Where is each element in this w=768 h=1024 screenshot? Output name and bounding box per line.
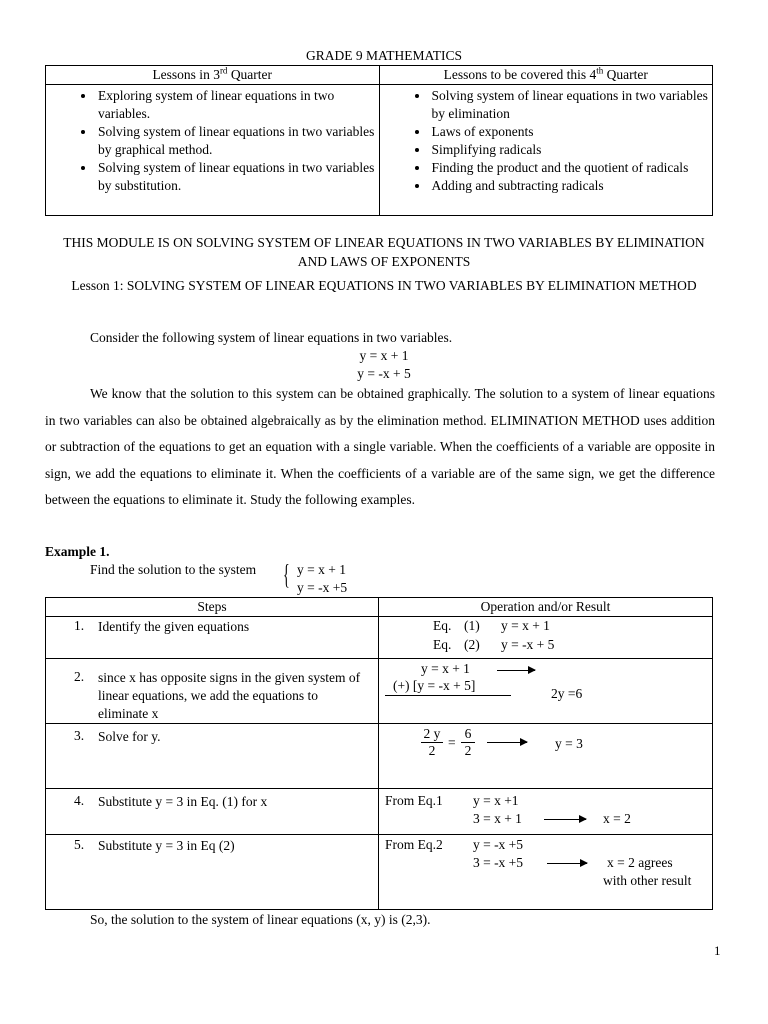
sum-line (385, 695, 511, 696)
step-result: y = 3 (554, 736, 583, 751)
step-number: 4. (74, 793, 85, 808)
module-title: THIS MODULE IS ON SOLVING SYSTEM OF LINEAR EQUATIONS IN TWO VARIABLES BY ELIMINATION AND LAWS OF EXPONENTS (63, 235, 705, 269)
step-text: Solve for y. (98, 729, 161, 744)
step-result: x = 2 (602, 811, 631, 826)
step-number: 1. (74, 618, 85, 633)
step-text: Substitute y = 3 in Eq. (1) for x (98, 794, 268, 809)
conclusion-text: So, the solution to the system of linear equations (x, y) is (2,3). (90, 912, 431, 927)
example-prompt: Find the solution to the system (90, 562, 257, 577)
fourth-quarter-lessons (379, 85, 713, 216)
explanation-paragraph: We know that the solution to this system can be obtained graphically. The solution to a system of linear equations in two variables can also be obtained algebraically as by the elimination method. ELIMINATION METHOD uses addition or subtraction of the equations to get an equation with a single variable. When the coefficients of a variable are opposite in sign, we add the equations to eliminate it. When the coefficients of a variable are of the same sign, we get the difference between the equations to eliminate it. Study the following examples. (45, 386, 715, 507)
table-row (46, 835, 713, 910)
equation: y = -x + 5 (500, 637, 555, 652)
table-row (46, 789, 713, 835)
equals-sign: = (447, 735, 456, 750)
steps-table (45, 597, 713, 910)
list-item: • Solving system of linear equations in two variables by elimination (430, 87, 713, 123)
equation-line-2: 3 = -x +5 (472, 855, 524, 870)
fraction-lhs (421, 726, 443, 759)
list-item: • Solving system of linear equations in two variables by graphical method. (96, 123, 379, 159)
step-result-note: with other result (602, 873, 692, 888)
step-result: 2y =6 (550, 686, 583, 701)
step-result: x = 2 agrees (606, 855, 673, 870)
brace-symbol: { (283, 560, 290, 591)
fourth-quarter-header: Lessons to be covered this 4th Quarter (379, 66, 713, 85)
page-title: GRADE 9 MATHEMATICS (305, 48, 462, 63)
eq-label: Eq. (432, 637, 452, 652)
step-number: 2. (74, 669, 85, 684)
result-header: Operation and/or Result (378, 598, 712, 617)
fraction-rhs (461, 726, 475, 759)
system-equation-1: y = x + 1 (297, 562, 346, 577)
third-quarter-header: Lessons in 3rd Quarter (46, 66, 380, 85)
intro-equation-1: y = x + 1 (359, 348, 409, 363)
fraction-numerator: 6 (464, 726, 472, 741)
example-heading: Example 1. (45, 544, 110, 559)
arrow-icon (547, 863, 587, 864)
step-number: 5. (74, 837, 85, 852)
fraction-numerator: 2 y (423, 726, 441, 741)
quarter-lessons-table (45, 65, 713, 216)
lesson-title: Lesson 1: SOLVING SYSTEM OF LINEAR EQUATIONS IN TWO VARIABLES BY ELIMINATION METHOD (71, 278, 697, 293)
list-item: • Solving system of linear equations in two variables by substitution. (96, 159, 379, 195)
from-equation-label: From Eq.1 (384, 793, 443, 808)
intro-text: Consider the following system of linear equations in two variables. (90, 330, 453, 345)
eq-label: Eq. (432, 618, 452, 633)
eq-number: (2) (463, 637, 480, 652)
arrow-icon (497, 670, 535, 671)
eq-number: (1) (463, 618, 480, 633)
table-row (46, 617, 713, 659)
system-equation-2: y = -x +5 (297, 580, 348, 595)
equation-line-1: y = x + 1 (420, 661, 470, 676)
intro-equation-2: y = -x + 5 (357, 366, 411, 381)
step-number: 3. (74, 728, 85, 743)
list-item: • Adding and subtracting radicals (430, 177, 713, 195)
from-equation-label: From Eq.2 (384, 837, 443, 852)
equation-line-2: (+) [y = -x + 5] (392, 678, 476, 693)
fraction-denominator: 2 (461, 742, 475, 759)
third-quarter-lessons (46, 85, 380, 216)
equation-line-2: 3 = x + 1 (472, 811, 522, 826)
step-text: Substitute y = 3 in Eq (2) (98, 838, 235, 853)
table-row (46, 659, 713, 724)
arrow-icon (487, 742, 527, 743)
list-item: • Finding the product and the quotient of radicals (430, 159, 713, 177)
equation-line-1: y = x +1 (472, 793, 519, 808)
steps-header: Steps (46, 598, 379, 617)
arrow-icon (544, 819, 586, 820)
list-item: • Simplifying radicals (430, 141, 713, 159)
step-text: since x has opposite signs in the given system of linear equations, we add the equations to eliminate x (98, 670, 361, 721)
fraction-denominator: 2 (421, 742, 443, 759)
step-text: Identify the given equations (98, 619, 250, 634)
page-number: 1 (714, 943, 721, 958)
list-item: • Laws of exponents (430, 123, 713, 141)
equation-line-1: y = -x +5 (472, 837, 524, 852)
table-row (46, 724, 713, 789)
equation: y = x + 1 (500, 618, 550, 633)
list-item: • Exploring system of linear equations in two variables. (96, 87, 379, 123)
